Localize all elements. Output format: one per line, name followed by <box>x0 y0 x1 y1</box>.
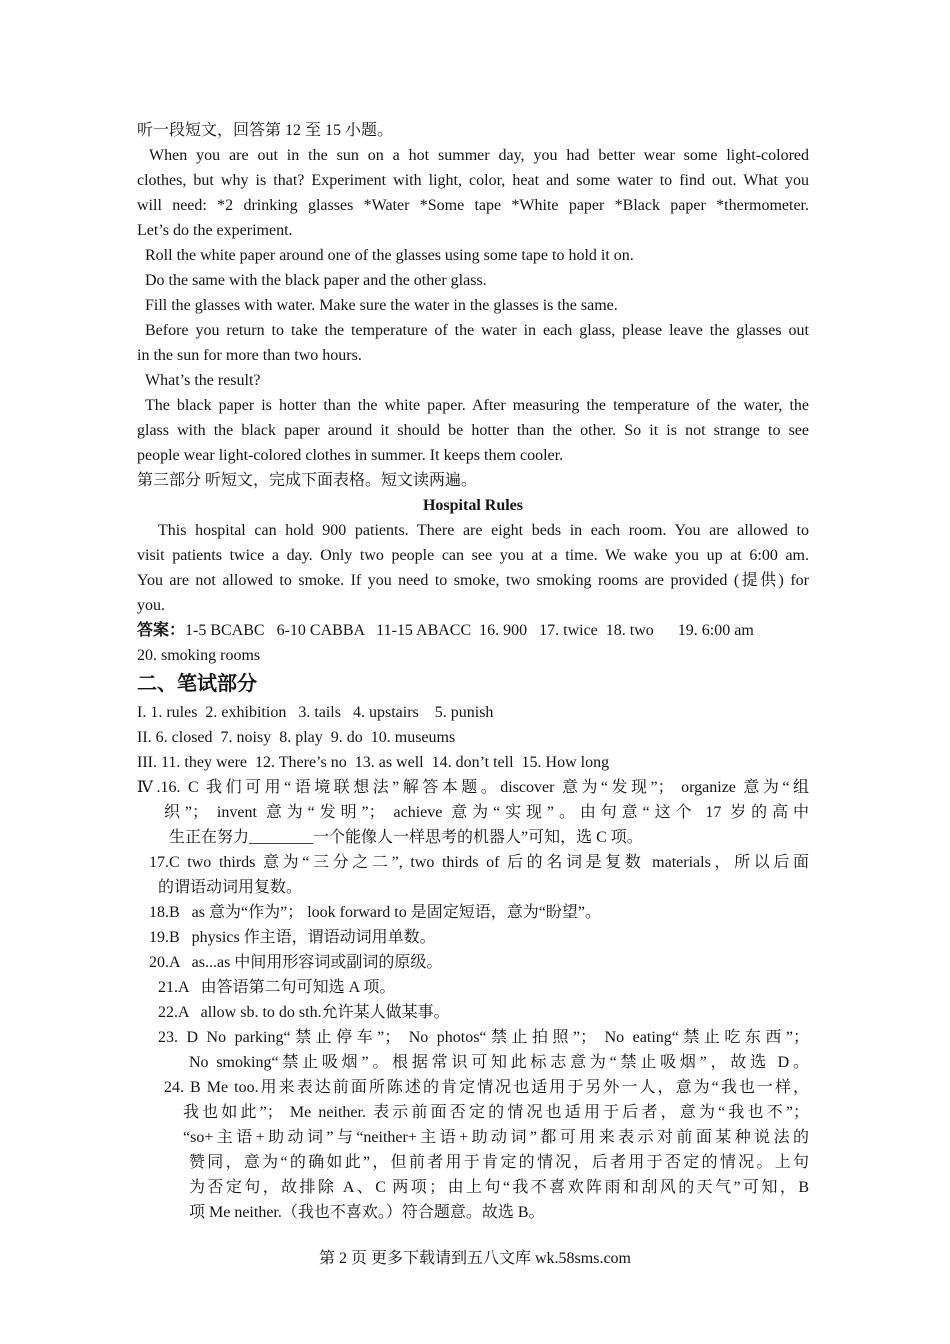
passage-line: Fill the glasses with water. Make sure the water in the glasses is the same. <box>145 297 618 314</box>
page-footer: 第 2 页 更多下载请到五八文库 wk.58sms.com <box>318 1250 631 1267</box>
explanation-line: No smoking“禁止吸烟”。根据常识可知此标志意为“禁止吸烟”，故选 D。 <box>189 1054 809 1071</box>
passage-line: Let’s do the experiment. <box>137 222 293 239</box>
explanation-line: 织”； invent 意为“发明”； achieve 意为“实现”。由句意“这个 17 岁的高中 <box>164 804 809 821</box>
hospital-rules-title: Hospital Rules <box>422 497 523 514</box>
explanation-line: Ⅳ.16. C 我们可用“语境联想法”解答本题。discover 意为“发现”； organize 意为“组 <box>137 779 809 796</box>
passage-line: in the sun for more than two hours. <box>137 347 362 364</box>
passage-line: you. <box>137 597 165 614</box>
explanation-line: 生正在努力________一个能像人一样思考的机器人”可知，选 C 项。 <box>169 829 643 846</box>
answer-key-line: III. 11. they were 12. There’s no 13. as well 14. don’t tell 15. How long <box>137 754 610 771</box>
passage-line: Do the same with the black paper and the other glass. <box>145 272 487 289</box>
passage-line: What’s the result? <box>145 372 261 389</box>
listening-prompt: 听一段短文，回答第 12 至 15 小题。 <box>137 122 394 139</box>
answers-line <box>137 618 809 643</box>
explanation-line: 19.B physics 作主语，谓语动词用单数。 <box>149 929 436 946</box>
explanation-line: 23. D No parking“禁止停车”； No photos“禁止拍照”； No eating“禁止吃东西”； <box>158 1029 809 1046</box>
explanation-line: 为否定句，故排除 A、C 两项；由上句“我不喜欢阵雨和刮风的天气”可知，B <box>189 1179 809 1196</box>
passage-line: will need: *2 drinking glasses *Water *Some tape *White paper *Black paper *thermometer. <box>137 197 809 214</box>
document-page <box>137 118 809 1225</box>
passage-line: You are not allowed to smoke. If you need to smoke, two smoking rooms are provided (提供) for <box>137 572 809 589</box>
explanation-line: 我也如此”； Me neither. 表示前面否定的情况也适用于后者，意为“我也不”； <box>183 1104 809 1121</box>
answer-key-line: I. 1. rules 2. exhibition 3. tails 4. upstairs 5. punish <box>137 704 494 721</box>
passage-line: clothes, but why is that? Experiment with light, color, heat and some water to find out. What you <box>137 172 809 189</box>
answers-values: 1-5 BCABC 6-10 CABBA 11-15 ABACC 16. 900 17. twice 18. two 19. 6:00 am <box>185 622 754 639</box>
passage-line: When you are out in the sun on a hot summer day, you had better wear some light-colored <box>149 147 809 164</box>
passage-line: glass with the black paper around it should be hotter than the other. So it is not strange to see <box>137 422 809 439</box>
explanation-line: 赞同，意为“的确如此”，但前者用于肯定的情况，后者用于否定的情况。上句 <box>189 1154 809 1171</box>
explanation-line: 的谓语动词用复数。 <box>158 879 303 896</box>
passage-line: visit patients twice a day. Only two people can see you at a time. We wake you up at 6:00 am. <box>137 547 809 564</box>
explanation-line: “so+主语+助动词”与“neither+主语+助动词”都可用来表示对前面某种说法的 <box>183 1129 809 1146</box>
answers-line: 20. smoking rooms <box>137 647 261 664</box>
passage-line: people wear light-colored clothes in summer. It keeps them cooler. <box>137 447 564 464</box>
answers-label: 答案： <box>137 622 186 639</box>
explanation-line: 22.A allow sb. to do sth.允许某人做某事。 <box>158 1004 450 1021</box>
explanation-line: 24. B Me too.用来表达前面所陈述的肯定情况也适用于另外一人，意为“我也一样， <box>164 1079 809 1096</box>
written-section-heading: 二、笔试部分 <box>137 673 257 695</box>
part3-instruction: 第三部分 听短文，完成下面表格。短文读两遍。 <box>137 472 478 489</box>
explanation-line: 20.A as...as 中间用形容词或副词的原级。 <box>149 954 443 971</box>
explanation-line: 18.B as 意为“作为”； look forward to 是固定短语，意为“盼望”。 <box>149 904 601 921</box>
passage-line: Roll the white paper around one of the glasses using some tape to hold it on. <box>145 247 634 264</box>
answer-key-line: II. 6. closed 7. noisy 8. play 9. do 10. museums <box>137 729 456 746</box>
explanation-line: 17.C two thirds 意为“三分之二”, two thirds of 后的名词是复数 materials，所以后面 <box>149 854 809 871</box>
passage-line: Before you return to take the temperature of the water in each glass, please leave the glasses out <box>145 322 809 339</box>
passage-line: This hospital can hold 900 patients. There are eight beds in each room. You are allowed to <box>158 522 809 539</box>
passage-line: The black paper is hotter than the white paper. After measuring the temperature of the water, the <box>145 397 809 414</box>
explanation-line: 项 Me neither.（我也不喜欢。）符合题意。故选 B。 <box>189 1204 545 1221</box>
explanation-line: 21.A 由答语第二句可知选 A 项。 <box>158 979 396 996</box>
